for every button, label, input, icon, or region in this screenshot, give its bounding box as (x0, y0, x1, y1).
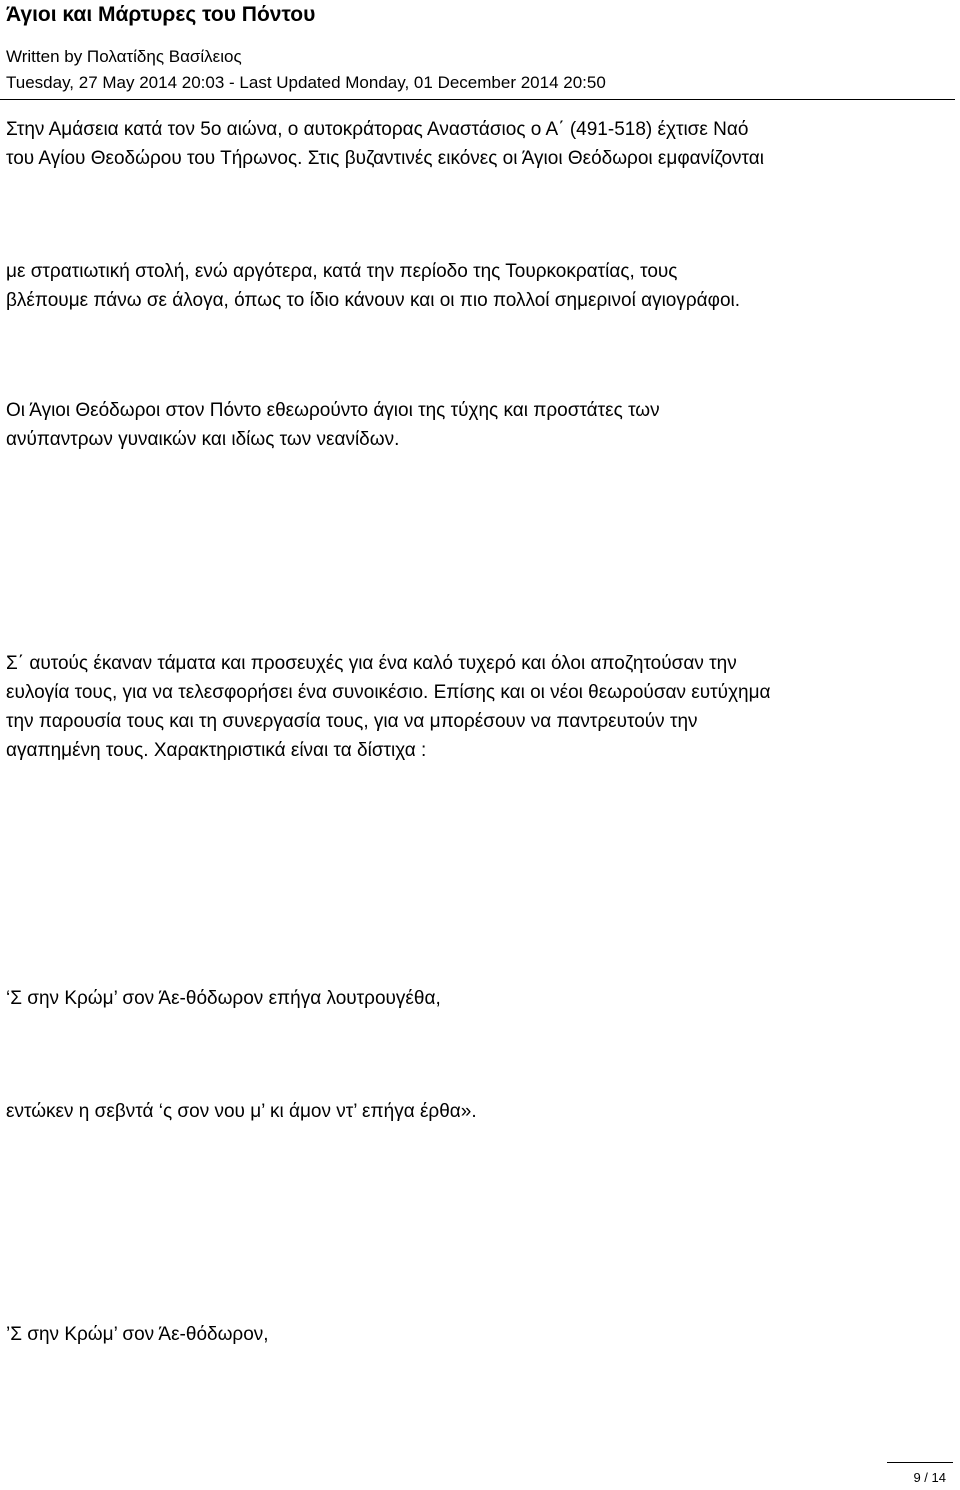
footer-divider (887, 1462, 953, 1463)
paragraph-line: Σ΄ αυτούς έκαναν τάματα και προσευχές για ένα καλό τυχερό και όλοι αποζητούσαν την (6, 653, 737, 674)
paragraph-line: ευλογία τους, για να τελεσφορήσει ένα συνοικέσιο. Επίσης και οι νέοι θεωρούσαν ευτύχημα (6, 682, 771, 703)
paragraph-line: ανύπαντρων γυναικών και ιδίως των νεανίδων. (6, 429, 400, 450)
paragraph-line: την παρουσία τους και τη συνεργασία τους, για να μπορέσουν να παντρευτούν την (6, 711, 698, 732)
paragraph-line: του Αγίου Θεοδώρου του Τήρωνος. Στις βυζαντινές εικόνες οι Άγιοι Θεόδωροι εμφανίζονται (6, 148, 764, 169)
paragraph-1 (6, 115, 764, 173)
author-line: Written by Πολατίδης Βασίλειος (6, 47, 242, 66)
paragraph-line: Οι Άγιοι Θεόδωροι στον Πόντο εθεωρούντο άγιοι της τύχης και προστάτες των (6, 400, 660, 421)
header-divider (0, 99, 955, 100)
paragraph-line: Στην Αμάσεια κατά τον 5ο αιώνα, ο αυτοκράτορας Αναστάσιος ο Α΄ (491-518) έχτισε Ναό (6, 119, 749, 140)
paragraph-line: με στρατιωτική στολή, ενώ αργότερα, κατά την περίοδο της Τουρκοκρατίας, τους (6, 261, 678, 282)
paragraph-4 (6, 649, 771, 765)
paragraph-line: βλέπουμε πάνω σε άλογα, όπως το ίδιο κάνουν και οι πιο πολλοί σημερινοί αγιογράφοι. (6, 290, 741, 311)
verse-line-1: ‘Σ σην Κρώμ’ σον Άε-θόδωρον επήγα λουτρουγέθα, (6, 988, 441, 1009)
paragraph-3 (6, 396, 660, 454)
page-title: Άγιοι και Μάρτυρες του Πόντου (6, 3, 316, 26)
date-line: Tuesday, 27 May 2014 20:03 - Last Updated Monday, 01 December 2014 20:50 (6, 73, 606, 92)
paragraph-2 (6, 257, 740, 315)
paragraph-line: αγαπημένη τους. Χαρακτηριστικά είναι τα δίστιχα : (6, 740, 427, 761)
verse-line-2: εντώκεν η σεβντά ‘ς σον νου μ’ κι άμον ντ’ επήγα έρθα». (6, 1101, 477, 1122)
page-number: 9 / 14 (913, 1470, 946, 1485)
verse-line-3: ’Σ σην Κρώμ’ σον Άε-θόδωρον, (6, 1324, 269, 1345)
